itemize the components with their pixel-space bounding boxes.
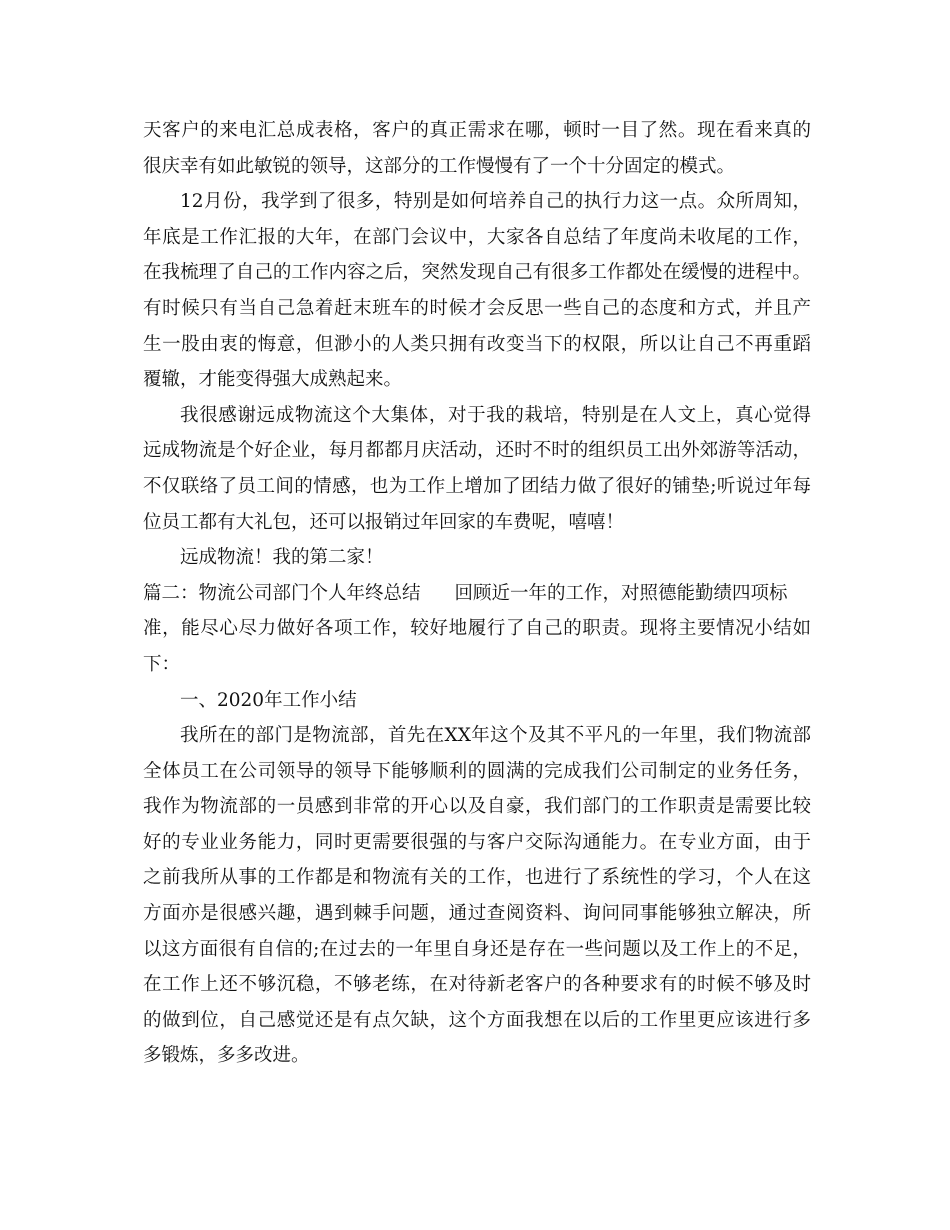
text-line: 不仅联络了员工间的情感，也为工作上增加了团结力做了很好的铺垫;听说过年每 [143, 475, 811, 497]
text-line-tail: 回顾近一年的工作，对照德能勤绩四项标 [454, 582, 788, 604]
text-line: 年底是工作汇报的大年，在部门会议中，大家各自总结了年度尚未收尾的工作， [143, 226, 811, 248]
text-line: 生一股由衷的悔意，但渺小的人类只拥有改变当下的权限，所以让自己不再重蹈 [143, 333, 811, 355]
text-line: 我很感谢远成物流这个大集体，对于我的栽培，特别是在人文上，真心觉得 [180, 404, 811, 426]
text-line: 我作为物流部的一员感到非常的开心以及自豪，我们部门的工作职责是需要比较 [143, 796, 811, 818]
text-line: 准，能尽心尽力做好各项工作，较好地履行了自己的职责。现将主要情况小结如 [143, 618, 811, 640]
text-line: 远成物流！我的第二家！ [180, 547, 384, 569]
text-line: 一、2020年工作小结 [180, 689, 357, 711]
text-line: 有时候只有当自己急着赶末班车的时候才会反思一些自己的态度和方式，并且产 [143, 297, 811, 319]
text-line: 我所在的部门是物流部，首先在XX年这个及其不平凡的一年里，我们物流部 [180, 725, 811, 747]
text-line: 覆辙，才能变得强大成熟起来。 [143, 369, 403, 391]
text-line: 很庆幸有如此敏锐的领导，这部分的工作慢慢有了一个十分固定的模式。 [143, 155, 736, 177]
text-line: 全体员工在公司领导的领导下能够顺利的圆满的完成我们公司制定的业务任务， [143, 760, 811, 782]
text-line: 天客户的来电汇总成表格，客户的真正需求在哪，顿时一目了然。现在看来真的 [143, 120, 811, 141]
text-line: 远成物流是个好企业，每月都都月庆活动，还时不时的组织员工出外郊游等活动， [143, 440, 811, 462]
text-line: 在工作上还不够沉稳，不够老练，在对待新老客户的各种要求有的时候不够及时 [143, 974, 811, 996]
text-line: 在我梳理了自己的工作内容之后，突然发现自己有很多工作都处在缓慢的进程中。 [143, 262, 811, 284]
text-line: 以这方面很有自信的;在过去的一年里自身还是存在一些问题以及工作上的不足， [143, 938, 811, 960]
text-line: 多锻炼，多多改进。 [143, 1045, 310, 1067]
section-heading: 篇二：物流公司部门个人年终总结 [143, 582, 421, 604]
text-line: 12月份，我学到了很多，特别是如何培养自己的执行力这一点。众所周知， [180, 191, 811, 213]
text-line: 下： [143, 653, 181, 675]
text-line: 的做到位，自己感觉还是有点欠缺，这个方面我想在以后的工作里更应该进行多 [143, 1009, 811, 1031]
text-line [143, 576, 811, 612]
document-body [143, 113, 811, 1074]
text-line: 方面亦是很感兴趣，遇到棘手问题，通过查阅资料、询问同事能够独立解决，所 [143, 903, 811, 925]
text-line: 位员工都有大礼包，还可以报销过年回家的车费呢，嘻嘻！ [143, 511, 625, 533]
text-line: 之前我所从事的工作都是和物流有关的工作，也进行了系统性的学习，个人在这 [143, 867, 811, 889]
text-line: 好的专业业务能力，同时更需要很强的与客户交际沟通能力。在专业方面，由于 [143, 831, 811, 853]
